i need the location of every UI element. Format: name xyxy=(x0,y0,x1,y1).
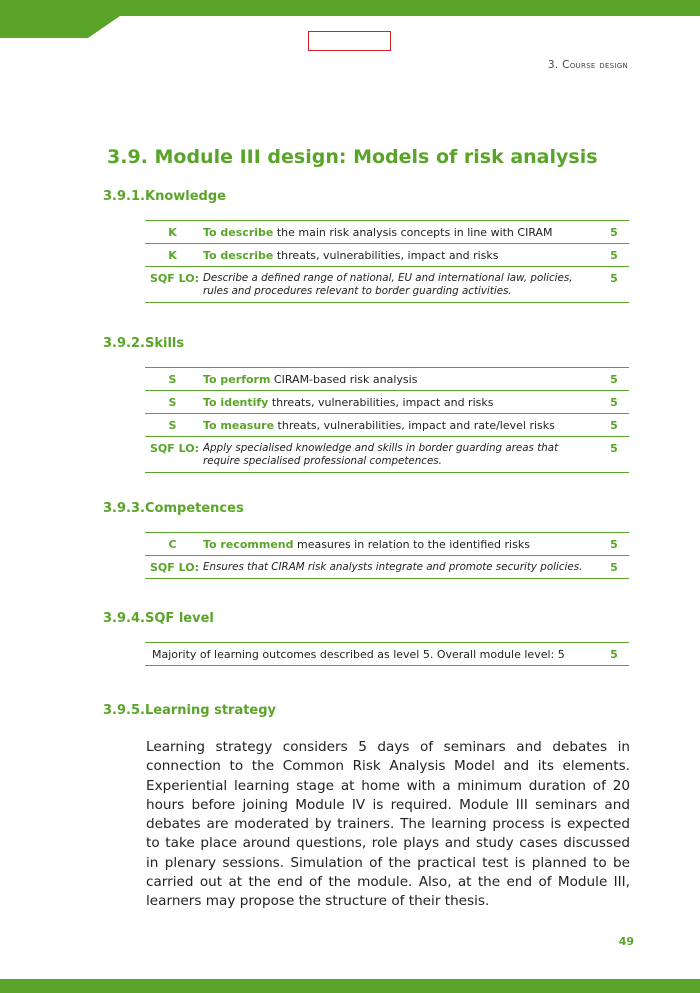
skills-table xyxy=(145,367,629,473)
heading-learning-strategy: 3.9.5.Learning strategy xyxy=(103,703,277,718)
learning-strategy-paragraph: Learning strategy considers 5 days of seminars and debates in connection to the Common Risk Analysis Model and its elements. Experiential learning stage at home with a minimum duration of 20 hours before joining Module IV is required. Module III seminars and debates are moderated by trainers. The learning process is expected to take place around questions, role plays and study cases discussed in plenary sessions. Simulation of the practical test is planned to be carried out at the end of the module. Also, at the end of Module III, learners may propose the structure of their thesis. xyxy=(146,739,630,910)
section-title: 3.9. Module III design: Models of risk analysis xyxy=(107,146,598,168)
page-number: 49 xyxy=(618,935,634,948)
table-row: S To measure threats, vulnerabilities, impact and rate/level risks 5 xyxy=(145,414,629,437)
running-header: 3. Course design xyxy=(547,59,628,71)
table-row: SQF LO: Apply specialised knowledge and skills in border guarding areas that require specialised professional competences. 5 xyxy=(145,437,629,473)
table-row: Majority of learning outcomes described as level 5. Overall module level: 5 5 xyxy=(145,643,629,666)
knowledge-table xyxy=(145,220,629,303)
competences-table xyxy=(145,532,629,579)
table-row: SQF LO: Ensures that CIRAM risk analysts integrate and promote security policies. 5 xyxy=(145,556,629,579)
table-row: K To describe the main risk analysis concepts in line with CIRAM 5 xyxy=(145,221,629,244)
table-row: S To identify threats, vulnerabilities, impact and risks 5 xyxy=(145,391,629,414)
sqf-level-table xyxy=(145,642,629,666)
table-row: SQF LO: Describe a defined range of national, EU and international law, policies, rules and procedures relevant to border guarding activities. 5 xyxy=(145,267,629,303)
heading-competences: 3.9.3.Competences xyxy=(103,501,244,516)
heading-skills: 3.9.2.Skills xyxy=(103,336,185,351)
heading-knowledge: 3.9.1.Knowledge xyxy=(103,189,226,204)
red-outline-box xyxy=(308,31,391,51)
table-row: S To perform CIRAM-based risk analysis 5 xyxy=(145,368,629,391)
footer-green-band xyxy=(0,979,700,993)
table-row: C To recommend measures in relation to the identified risks 5 xyxy=(145,533,629,556)
heading-sqf-level: 3.9.4.SQF level xyxy=(103,611,214,626)
table-row: K To describe threats, vulnerabilities, impact and risks 5 xyxy=(145,244,629,267)
